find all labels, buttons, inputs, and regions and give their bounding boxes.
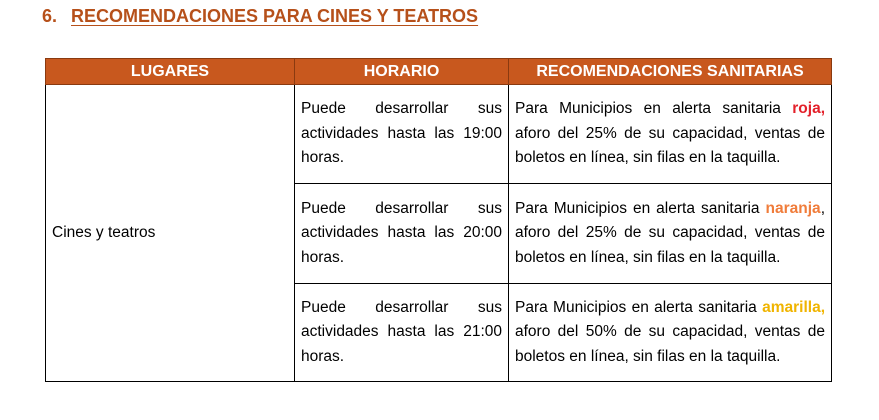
- recommendation-cell: [509, 184, 832, 284]
- header-lugares: LUGARES: [46, 59, 295, 85]
- schedule-cell: Puede desarrollar sus actividades hasta las 21:00 horas.: [295, 284, 509, 382]
- rec-prefix: Para Municipios en alerta sanitaria: [515, 100, 793, 118]
- rec-prefix: Para Municipios en alerta sanitaria: [515, 298, 763, 316]
- rec-suffix: aforo del 25% de su capacidad, ventas de boletos en línea, sin filas en la taquilla.: [515, 124, 825, 167]
- section-heading: [42, 6, 478, 27]
- alert-level-yellow: amarilla,: [762, 298, 825, 316]
- section-number: 6.: [42, 6, 58, 26]
- header-recomendaciones: RECOMENDACIONES SANITARIAS: [509, 59, 832, 85]
- recommendation-cell: [509, 284, 832, 382]
- table-header-row: [46, 59, 832, 85]
- rec-suffix: aforo del 50% de su capacidad, ventas de boletos en línea, sin filas en la taquilla.: [515, 323, 825, 365]
- rec-prefix: Para Municipios en alerta sanitaria: [515, 199, 766, 217]
- header-horario: HORARIO: [295, 59, 509, 85]
- schedule-cell: Puede desarrollar sus actividades hasta las 19:00 horas.: [295, 85, 509, 184]
- recommendation-cell: [509, 85, 832, 184]
- section-title: RECOMENDACIONES PARA CINES Y TEATROS: [71, 6, 479, 26]
- alert-level-red: roja,: [792, 100, 825, 118]
- recommendations-table: [45, 58, 832, 382]
- place-cell: Cines y teatros: [46, 85, 295, 382]
- table-row: [46, 85, 832, 184]
- alert-level-orange: naranja: [765, 199, 821, 217]
- rec-suffix: , aforo del 25% de su capacidad, ventas de boletos en línea, sin filas en la taquilla.: [515, 199, 825, 266]
- schedule-cell: Puede desarrollar sus actividades hasta las 20:00 horas.: [295, 184, 509, 284]
